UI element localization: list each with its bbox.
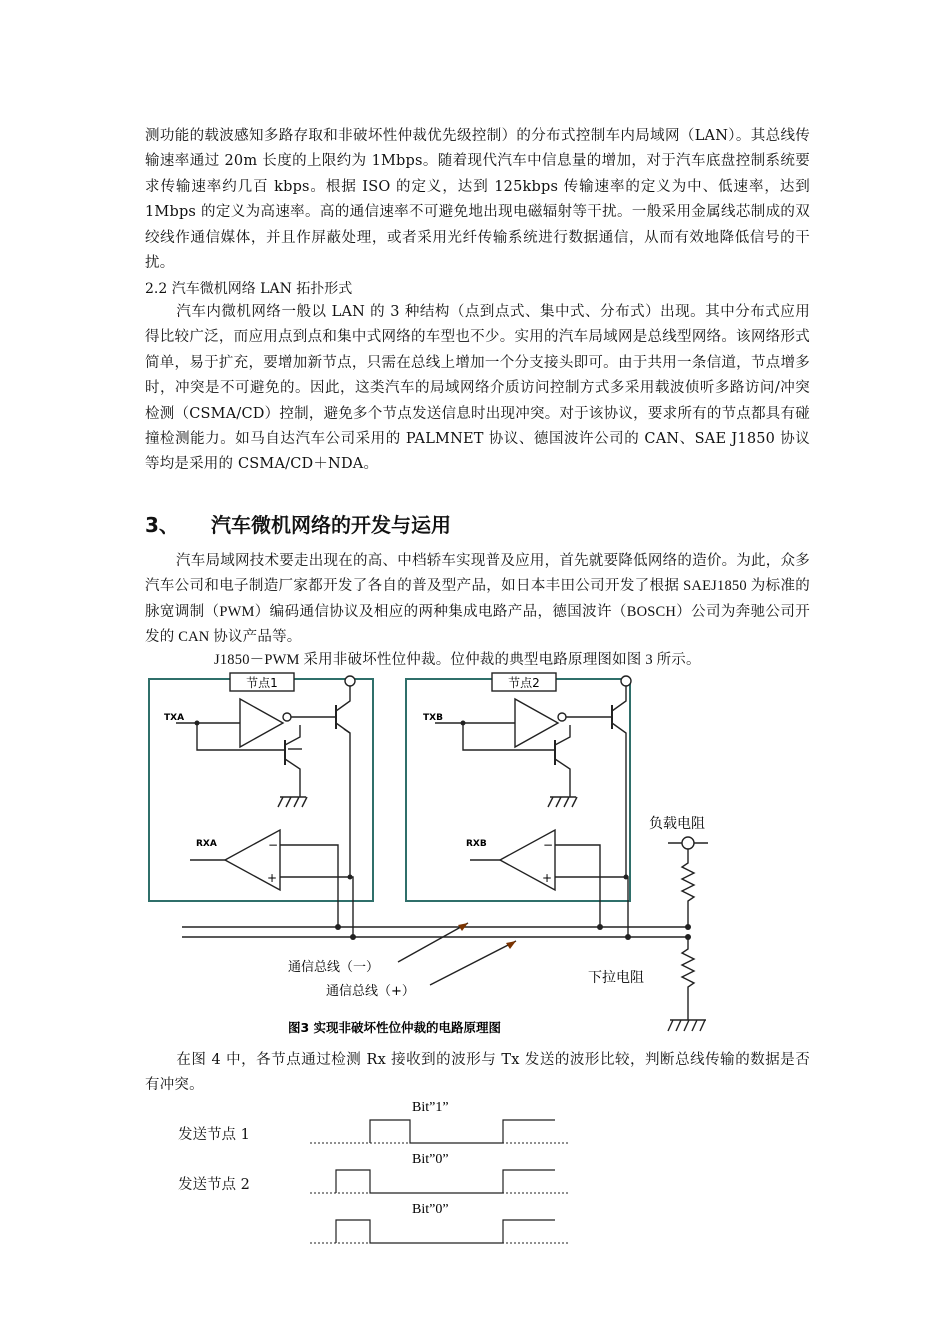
paragraph-lan-topology xyxy=(145,300,810,478)
paragraph-j1850-pwm: J1850－PWM 采用非破坏性位仲裁。位仲裁的典型电路原理图如图 3 所示。 xyxy=(214,652,701,668)
figure-3-circuit-diagram xyxy=(140,665,710,1045)
load-resistor xyxy=(682,849,694,927)
node2-inverter xyxy=(515,699,558,747)
node2-label: 节点2 xyxy=(508,676,540,690)
paragraph-development xyxy=(145,549,810,651)
waveform-node2 xyxy=(336,1170,555,1193)
bit0-label-b: Bit”0” xyxy=(412,1202,449,1217)
node2-minus: − xyxy=(543,838,554,852)
rxb-label: RXB xyxy=(466,839,487,849)
pulldown-label: 下拉电阻 xyxy=(588,970,644,986)
timing-diagram xyxy=(300,1095,590,1255)
bus-minus-label: 通信总线（一） xyxy=(288,960,380,975)
waveform-bus xyxy=(336,1220,555,1243)
node2-plus: + xyxy=(542,871,553,885)
paragraph-lan-topology-text: 汽车内微机网络一般以 LAN 的 3 种结构（点到点式、集中式、分布式）出现。其中分布式应用得比较广泛，而应用点到点和集中式网络的车型也不少。实用的汽车局域网是总线型网络。该网络形式简单，易于扩充，要增加新节点，只需在总线上增加一个分支接头即可。由于共用一条信道，节点增多时，冲突是不可避免的。因此，这类汽车的局域网络介质访问控制方式多采用载波侦听多路访问/冲突检测（CSMA/CD）控制，避免多个节点发送信息时出现冲突。对于该协议，要求所有的节点都具有碰撞检测能力。如马自达汽车公司采用的 PALMNET 协议、德国波许公司的 CAN、SAE J1850 协议等均是采用的 CSMA/CD＋NDA。 xyxy=(145,304,810,473)
send-node1-label: 发送节点 1 xyxy=(178,1127,250,1143)
paragraph-figure-4-text: 在图 4 中，各节点通过检测 Rx 接收到的波形与 Tx 发送的波形比较，判断总线传输的数据是否有冲突。 xyxy=(145,1052,810,1094)
node1-label: 节点1 xyxy=(246,676,278,690)
heading-title: 汽车微机网络的开发与运用 xyxy=(211,513,451,537)
waveform-node1 xyxy=(370,1120,555,1143)
paragraph-can-bus-rate: 测功能的载波感知多路存取和非破坏性仲裁优先级控制）的分布式控制车内局域网（LAN）。其总线传输速率通过 20m 长度的上限约为 1Mbps。随着现代汽车中信息量的增加，对于汽车底盘控制系统要求传输速率约几百 kbps。根据 ISO 的定义，达到 125kbps 传输速率的定义为中、低速率，达到 1Mbps 的定义为高速率。高的通信速率不可避免地出现电磁辐射等干扰。一般采用金属线芯制成的双绞线作通信媒体，并且作屏蔽处理，或者采用光纤传输系统进行数据通信，从而有效地降低信号的干扰。 xyxy=(145,128,810,272)
figure-3-caption: 图3 实现非破坏性位仲裁的电路原理图 xyxy=(288,1020,502,1035)
bus-plus-label: 通信总线（+） xyxy=(326,984,415,999)
node1-minus: − xyxy=(268,838,279,852)
txa-label: TXA xyxy=(164,713,185,723)
pulldown-resistor xyxy=(682,937,694,1020)
section-heading-2-2: 2.2 汽车微机网络 LAN 拓扑形式 xyxy=(145,281,353,297)
txb-label: TXB xyxy=(423,713,443,723)
section-heading-3 xyxy=(145,512,451,538)
heading-number: 3、 xyxy=(145,513,179,537)
paragraph-development-text: 汽车局域网技术要走出现在的高、中档轿车实现普及应用，首先就要降低网络的造价。为此，众多汽车公司和电子制造厂家都开发了各自的普及型产品，如日本丰田公司开发了根据 SAEJ1850 为标准的脉宽调制（PWM）编码通信协议及相应的两种集成电路产品，德国波许（BOSCH）公司为奔驰公司开发的 CAN 协议产品等。 xyxy=(145,553,810,646)
load-resistor-label: 负载电阻 xyxy=(649,816,705,832)
paragraph-figure-4 xyxy=(145,1048,810,1099)
node1-plus: + xyxy=(267,871,278,885)
node1-inverter xyxy=(240,699,283,747)
bit0-label-a: Bit”0” xyxy=(412,1152,449,1167)
bit1-label: Bit”1” xyxy=(412,1100,449,1115)
rxa-label: RXA xyxy=(196,839,217,849)
send-node2-label: 发送节点 2 xyxy=(178,1177,250,1193)
